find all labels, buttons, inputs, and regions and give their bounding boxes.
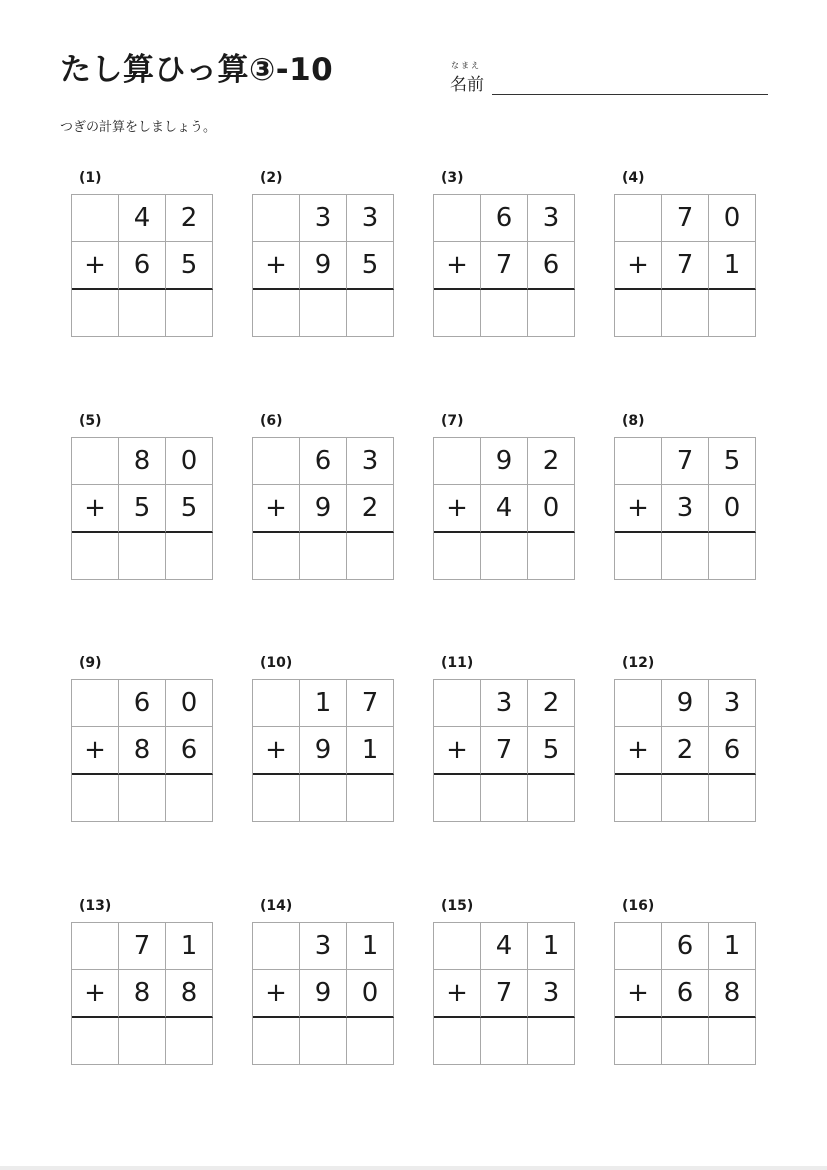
answer-cell[interactable] — [709, 290, 756, 337]
answer-cell[interactable] — [300, 775, 347, 822]
problem — [252, 170, 412, 340]
top-digit: 2 — [528, 680, 575, 727]
bottom-digit: 6 — [119, 242, 166, 290]
problem-grid-cells — [252, 194, 394, 337]
bottom-digit: 6 — [166, 727, 213, 775]
empty-cell — [434, 438, 481, 485]
top-digit: 9 — [662, 680, 709, 727]
answer-cell[interactable] — [434, 533, 481, 580]
plus-sign: + — [434, 242, 481, 290]
bottom-digit: 4 — [481, 485, 528, 533]
top-digit: 5 — [709, 438, 756, 485]
bottom-digit: 7 — [662, 242, 709, 290]
problem — [614, 898, 774, 1068]
top-digit: 0 — [166, 438, 213, 485]
problem — [433, 413, 593, 583]
plus-sign: + — [72, 485, 119, 533]
empty-cell — [72, 923, 119, 970]
problem-grid-cells — [433, 194, 575, 337]
top-digit: 7 — [662, 195, 709, 242]
answer-cell[interactable] — [709, 1018, 756, 1065]
answer-cell[interactable] — [434, 1018, 481, 1065]
problem-number: (10) — [260, 655, 293, 671]
bottom-digit: 8 — [166, 970, 213, 1018]
bottom-digit: 9 — [300, 970, 347, 1018]
plus-sign: + — [434, 970, 481, 1018]
answer-cell[interactable] — [166, 775, 213, 822]
bottom-digit: 1 — [709, 242, 756, 290]
answer-cell[interactable] — [166, 533, 213, 580]
top-digit: 6 — [119, 680, 166, 727]
answer-cell[interactable] — [481, 775, 528, 822]
answer-cell[interactable] — [253, 290, 300, 337]
answer-cell[interactable] — [166, 290, 213, 337]
answer-cell[interactable] — [615, 533, 662, 580]
answer-cell[interactable] — [528, 290, 575, 337]
problem — [614, 655, 774, 825]
problem — [71, 413, 231, 583]
answer-cell[interactable] — [119, 290, 166, 337]
empty-cell — [253, 680, 300, 727]
problem-grid-cells — [252, 437, 394, 580]
problem-number: (9) — [79, 655, 102, 671]
problem-number: (3) — [441, 170, 464, 186]
bottom-digit: 5 — [166, 485, 213, 533]
problem-grid-cells — [433, 679, 575, 822]
problem-grid-cells — [252, 922, 394, 1065]
bottom-digit: 2 — [347, 485, 394, 533]
problem-number: (6) — [260, 413, 283, 429]
bottom-digit: 7 — [481, 970, 528, 1018]
bottom-digit: 8 — [119, 727, 166, 775]
top-digit: 4 — [119, 195, 166, 242]
answer-cell[interactable] — [662, 533, 709, 580]
plus-sign: + — [434, 485, 481, 533]
top-digit: 7 — [347, 680, 394, 727]
answer-cell[interactable] — [528, 1018, 575, 1065]
top-digit: 3 — [347, 195, 394, 242]
problem-number: (1) — [79, 170, 102, 186]
top-digit: 1 — [166, 923, 213, 970]
empty-cell — [615, 438, 662, 485]
top-digit: 3 — [528, 195, 575, 242]
plus-sign: + — [253, 727, 300, 775]
answer-cell[interactable] — [481, 1018, 528, 1065]
plus-sign: + — [615, 485, 662, 533]
problem-number: (15) — [441, 898, 474, 914]
empty-cell — [253, 438, 300, 485]
answer-cell[interactable] — [119, 1018, 166, 1065]
plus-sign: + — [72, 727, 119, 775]
bottom-digit: 6 — [662, 970, 709, 1018]
problem-grid-cells — [71, 194, 213, 337]
problem-number: (8) — [622, 413, 645, 429]
problem — [71, 655, 231, 825]
empty-cell — [434, 195, 481, 242]
answer-cell[interactable] — [615, 1018, 662, 1065]
answer-cell[interactable] — [300, 533, 347, 580]
problem-number: (12) — [622, 655, 655, 671]
bottom-digit: 0 — [528, 485, 575, 533]
page-bottom-edge — [0, 1166, 827, 1170]
problem-grid-cells — [252, 679, 394, 822]
answer-cell[interactable] — [615, 775, 662, 822]
problem-grid-cells — [71, 679, 213, 822]
answer-cell[interactable] — [72, 1018, 119, 1065]
top-digit: 6 — [662, 923, 709, 970]
top-digit: 1 — [709, 923, 756, 970]
answer-cell[interactable] — [72, 290, 119, 337]
plus-sign: + — [72, 970, 119, 1018]
answer-cell[interactable] — [434, 290, 481, 337]
answer-cell[interactable] — [481, 533, 528, 580]
empty-cell — [253, 195, 300, 242]
bottom-digit: 8 — [709, 970, 756, 1018]
answer-cell[interactable] — [662, 290, 709, 337]
top-digit: 1 — [347, 923, 394, 970]
bottom-digit: 5 — [528, 727, 575, 775]
answer-cell[interactable] — [709, 775, 756, 822]
problem-grid-cells — [433, 437, 575, 580]
top-digit: 3 — [347, 438, 394, 485]
answer-cell[interactable] — [528, 775, 575, 822]
bottom-digit: 5 — [166, 242, 213, 290]
top-digit: 9 — [481, 438, 528, 485]
empty-cell — [72, 195, 119, 242]
empty-cell — [72, 438, 119, 485]
top-digit: 7 — [119, 923, 166, 970]
name-ruby: なまえ — [451, 61, 481, 70]
empty-cell — [434, 680, 481, 727]
problem-number: (11) — [441, 655, 474, 671]
plus-sign: + — [253, 485, 300, 533]
bottom-digit: 2 — [662, 727, 709, 775]
empty-cell — [434, 923, 481, 970]
problem — [433, 170, 593, 340]
plus-sign: + — [434, 727, 481, 775]
bottom-digit: 9 — [300, 242, 347, 290]
problem-grid-cells — [614, 679, 756, 822]
answer-cell[interactable] — [662, 775, 709, 822]
answer-cell[interactable] — [300, 290, 347, 337]
problem-grid-cells — [614, 922, 756, 1065]
problem-number: (14) — [260, 898, 293, 914]
answer-cell[interactable] — [615, 290, 662, 337]
worksheet-title: たし算ひっ算③-10 — [60, 52, 334, 88]
problem — [252, 898, 412, 1068]
plus-sign: + — [253, 970, 300, 1018]
name-label: 名前 — [450, 75, 484, 95]
top-digit: 1 — [528, 923, 575, 970]
answer-cell[interactable] — [119, 775, 166, 822]
empty-cell — [615, 195, 662, 242]
problem — [433, 655, 593, 825]
problem-grid-cells — [71, 437, 213, 580]
answer-cell[interactable] — [253, 1018, 300, 1065]
bottom-digit: 6 — [709, 727, 756, 775]
bottom-digit: 1 — [347, 727, 394, 775]
problem-number: (5) — [79, 413, 102, 429]
bottom-digit: 5 — [119, 485, 166, 533]
top-digit: 8 — [119, 438, 166, 485]
problem — [614, 170, 774, 340]
empty-cell — [253, 923, 300, 970]
problem-number: (13) — [79, 898, 112, 914]
problem-grid-cells — [614, 437, 756, 580]
bottom-digit: 7 — [481, 242, 528, 290]
problem-grid-cells — [71, 922, 213, 1065]
answer-cell[interactable] — [662, 1018, 709, 1065]
answer-cell[interactable] — [253, 533, 300, 580]
problem — [71, 170, 231, 340]
name-entry-line[interactable] — [492, 94, 768, 95]
bottom-digit: 5 — [347, 242, 394, 290]
plus-sign: + — [615, 727, 662, 775]
answer-cell[interactable] — [481, 290, 528, 337]
empty-cell — [615, 923, 662, 970]
top-digit: 4 — [481, 923, 528, 970]
plus-sign: + — [253, 242, 300, 290]
answer-cell[interactable] — [253, 775, 300, 822]
top-digit: 2 — [166, 195, 213, 242]
top-digit: 1 — [300, 680, 347, 727]
top-digit: 6 — [481, 195, 528, 242]
problem — [252, 413, 412, 583]
top-digit: 3 — [300, 923, 347, 970]
top-digit: 3 — [481, 680, 528, 727]
bottom-digit: 3 — [662, 485, 709, 533]
answer-cell[interactable] — [347, 533, 394, 580]
bottom-digit: 8 — [119, 970, 166, 1018]
bottom-digit: 9 — [300, 727, 347, 775]
bottom-digit: 9 — [300, 485, 347, 533]
bottom-digit: 6 — [528, 242, 575, 290]
top-digit: 3 — [709, 680, 756, 727]
plus-sign: + — [72, 242, 119, 290]
bottom-digit: 7 — [481, 727, 528, 775]
problem — [614, 413, 774, 583]
answer-cell[interactable] — [347, 775, 394, 822]
answer-cell[interactable] — [119, 533, 166, 580]
problem — [252, 655, 412, 825]
name-area — [450, 60, 770, 100]
problem-number: (16) — [622, 898, 655, 914]
plus-sign: + — [615, 242, 662, 290]
instruction-text: つぎの計算をしましょう。 — [60, 120, 217, 135]
answer-cell[interactable] — [347, 290, 394, 337]
problem-number: (7) — [441, 413, 464, 429]
answer-cell[interactable] — [72, 533, 119, 580]
problem — [71, 898, 231, 1068]
plus-sign: + — [615, 970, 662, 1018]
top-digit: 7 — [662, 438, 709, 485]
answer-cell[interactable] — [347, 1018, 394, 1065]
problem — [433, 898, 593, 1068]
top-digit: 0 — [709, 195, 756, 242]
answer-cell[interactable] — [166, 1018, 213, 1065]
bottom-digit: 3 — [528, 970, 575, 1018]
problem-grid-cells — [433, 922, 575, 1065]
bottom-digit: 0 — [347, 970, 394, 1018]
empty-cell — [72, 680, 119, 727]
empty-cell — [615, 680, 662, 727]
top-digit: 3 — [300, 195, 347, 242]
problem-grid-cells — [614, 194, 756, 337]
answer-cell[interactable] — [72, 775, 119, 822]
top-digit: 6 — [300, 438, 347, 485]
top-digit: 0 — [166, 680, 213, 727]
answer-cell[interactable] — [709, 533, 756, 580]
top-digit: 2 — [528, 438, 575, 485]
answer-cell[interactable] — [300, 1018, 347, 1065]
answer-cell[interactable] — [528, 533, 575, 580]
problem-number: (4) — [622, 170, 645, 186]
bottom-digit: 0 — [709, 485, 756, 533]
answer-cell[interactable] — [434, 775, 481, 822]
problem-number: (2) — [260, 170, 283, 186]
